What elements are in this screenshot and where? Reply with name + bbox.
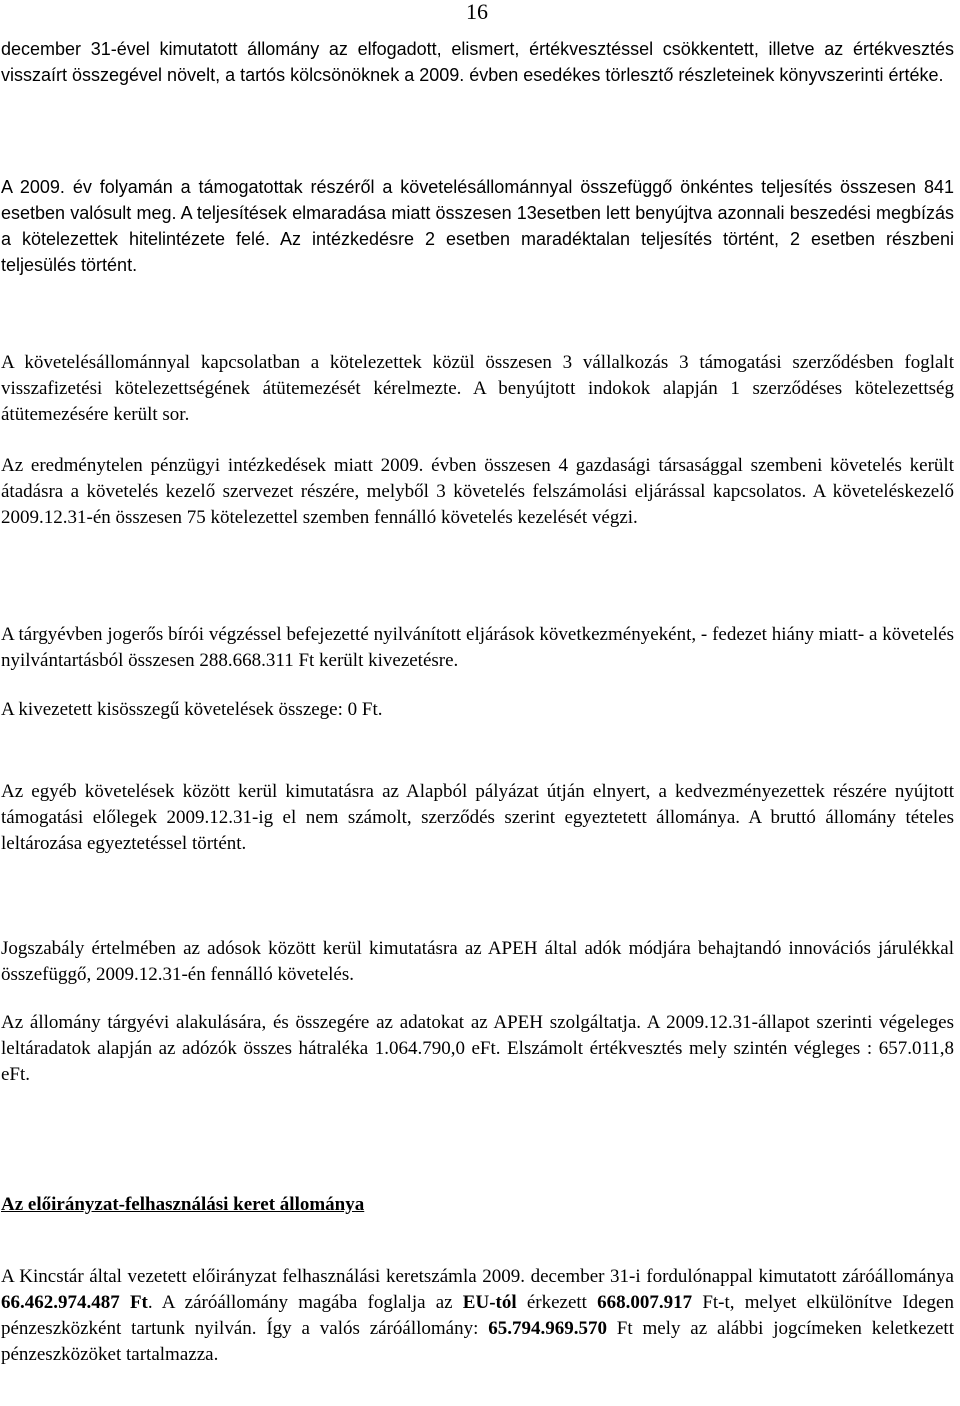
- paragraph-appropriation-account: [1, 1264, 954, 1368]
- paragraph-text: [1, 1264, 954, 1368]
- paragraph-text: A 2009. év folyamán a támogatottak részéről a követelésállománnyal összefüggő önkéntes teljesítés összesen 841 esetben valósult meg. A teljesítések elmaradása miatt összesen 13esetben lett benyújtva azonnali beszedési megbízás a kötelezettek hitelintézete felé. Az intézkedésre 2 esetben maradéktalan teljesítés történt, 2 esetben részbeni teljesülés történt.: [1, 177, 954, 275]
- paragraph-text: Az állomány tárgyévi alakulására, és összegére az adatokat az APEH szolgáltatja. A 2009.12.31-állapot szerinti végeleges leltáradatok alapján az adózók összes hátraléka 1.064.790,0 eFt. Elszámolt értékvesztés mely szintén végleges : 657.011,8 eFt.: [1, 1012, 954, 1085]
- text-segment: Ft-t, melyet elkülönítve Idegen pénzeszközként tartunk nyilván. Így a valós záróállomány:: [1, 1292, 954, 1339]
- section-heading: Az előirányzat-felhasználási keret állománya: [1, 1194, 365, 1215]
- section-heading-container: [1, 1192, 954, 1218]
- paragraph-text: december 31-ével kimutatott állomány az elfogadott, elismert, értékvesztéssel csökkentett, illetve az értékvesztés visszaírt összegével növelt, a tartós kölcsönöknek a 2009. évben esedékes törlesztő részleteinek könyvszerinti értéke.: [1, 39, 954, 85]
- text-segment: Ft mely az alábbi jogcímeken keletkezett pénzeszközöket tartalmazza.: [1, 1318, 954, 1365]
- paragraph-apeh-data: [1, 1010, 954, 1088]
- paragraph-write-off: [1, 622, 954, 674]
- paragraph-other-claims: [1, 779, 954, 857]
- paragraph-text: A követelésállománnyal kapcsolatban a kötelezettek közül összesen 3 vállalkozás 3 támogatási szerződésben foglalt visszafizetési kötelezettségének átütemezését kérelmezte. A benyújtott indokok alapján 1 szerződéses kötelezettség átütemezésére került sor.: [1, 352, 954, 425]
- paragraph-claims-transfer: [1, 453, 954, 531]
- text-segment: . A záróállomány magába foglalja az: [147, 1292, 463, 1313]
- paragraph-text: A kivezetett kisösszegű követelések összege: 0 Ft.: [1, 699, 383, 720]
- eu-amount: 668.007.917: [597, 1292, 693, 1313]
- paragraph-text: Az eredménytelen pénzügyi intézkedések miatt 2009. évben összesen 4 gazdasági társasággal szembeni követelés került átadásra a követelés kezelő szervezet részére, melyből 3 követelés felszámolási eljárással kapcsolatos. A követeléskezelő 2009.12.31-én összesen 75 kötelezettel szemben fennálló követelés kezelését végzi.: [1, 455, 954, 528]
- paragraph-text: Jogszabály értelmében az adósok között kerül kimutatásra az APEH által adók módjára behajtandó innovációs járulékkal összefüggő, 2009.12.31-én fennálló követelés.: [1, 938, 954, 985]
- paragraph-text: Az egyéb követelések között kerül kimutatásra az Alapból pályázat útján elnyert, a kedvezményezettek részére nyújtott támogatási előlegek 2009.12.31-ig el nem számolt, szerződés szerint egyeztetett állománya. A bruttó állomány tételes leltározása egyeztetéssel történt.: [1, 781, 954, 854]
- page-number: 16: [466, 0, 488, 24]
- text-segment: érkezett: [516, 1292, 598, 1313]
- paragraph-text: A tárgyévben jogerős bírói végzéssel befejezetté nyilvánított eljárások következményeként, - fedezet hiány miatt- a követelés nyilvántartásból összesen 288.668.311 Ft került kivezetésre.: [1, 624, 954, 671]
- text-segment: A Kincstár által vezetett előirányzat felhasználási keretszámla 2009. december 31-i fordulónappal kimutatott záróállománya: [1, 1266, 954, 1287]
- paragraph-small-claims: [1, 697, 954, 723]
- paragraph-apeh-debtors: [1, 936, 954, 988]
- eu-source-label: EU-tól: [462, 1292, 517, 1313]
- closing-balance-amount: 66.462.974.487 Ft: [1, 1292, 148, 1313]
- paragraph-voluntary-payments: [1, 174, 954, 278]
- real-closing-balance-amount: 65.794.969.570: [488, 1318, 607, 1339]
- paragraph-carryover: [1, 36, 954, 88]
- paragraph-rescheduling: [1, 350, 954, 428]
